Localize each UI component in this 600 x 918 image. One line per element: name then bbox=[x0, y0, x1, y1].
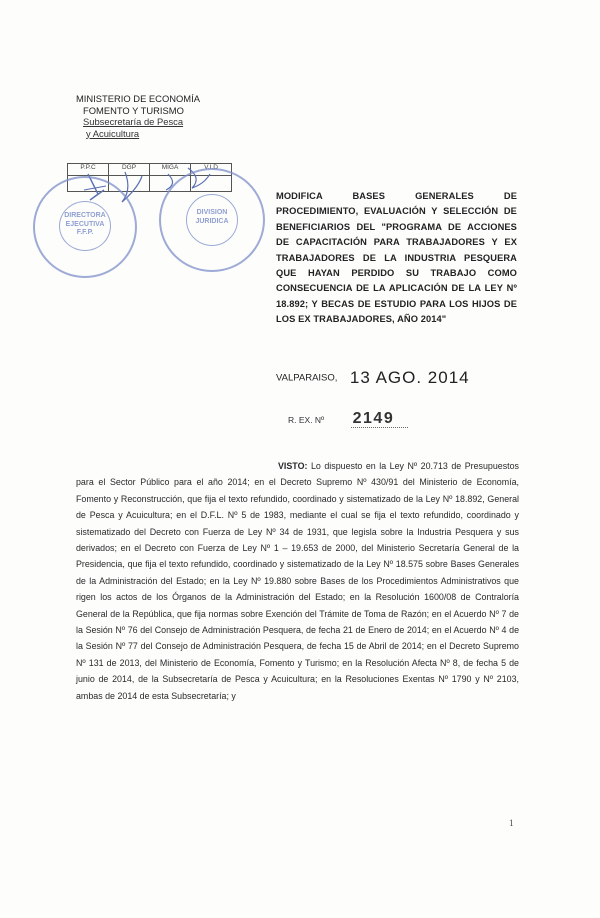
division-juridica-stamp bbox=[159, 168, 265, 272]
visto-label: VISTO: bbox=[278, 461, 308, 471]
resolution-number: 2149 bbox=[351, 410, 409, 428]
initials-col-3: MIGA bbox=[150, 164, 191, 176]
page-number: 1 bbox=[509, 818, 514, 828]
stamp-right-text: DIVISION JURIDICA bbox=[195, 209, 229, 225]
resolution-label: R. EX. Nº bbox=[288, 415, 325, 425]
header-line-ministry: MINISTERIO DE ECONOMÍA bbox=[76, 93, 200, 104]
directora-ejecutiva-stamp bbox=[33, 176, 137, 278]
initials-col-1: P.P.C bbox=[68, 164, 109, 176]
visto-paragraph bbox=[76, 458, 519, 704]
initials-col-4: V.I.D bbox=[191, 164, 232, 176]
header-line-subsecretaria: Subsecretaría de Pesca bbox=[83, 116, 184, 127]
header-line-acuicultura: y Acuicultura bbox=[86, 127, 140, 139]
date-stamp: 13 AGO. 2014 bbox=[349, 368, 470, 387]
header-line-fomento: FOMENTO Y TURISMO bbox=[83, 104, 184, 116]
resolution-subject: MODIFICA BASES GENERALES DE PROCEDIMIENTO, EVALUACIÓN Y SELECCIÓN DE BENEFICIARIOS DEL "PROGRAMA DE ACCIONES DE CAPACITACIÓN PARA TRABAJADORES Y EX TRABAJADORES DE LA INDUSTRIA PESQUERA QUE HAYAN PERDIDO SU TRABAJO COMO CONSECUENCIA DE LA APLICACIÓN DE LA LEY Nº 18.892; Y BECAS DE ESTUDIO PARA LOS HIJOS DE LOS EX TRABAJADORES, AÑO 2014" bbox=[276, 191, 517, 325]
place-date-line bbox=[276, 368, 470, 388]
ministry-header bbox=[76, 93, 200, 139]
stamp-left-text: DIRECTORA EJECUTIVA F.F.P. bbox=[64, 212, 106, 236]
resolution-number-line bbox=[288, 410, 408, 428]
city: VALPARAISO, bbox=[276, 372, 338, 384]
visto-text: Lo dispuesto en la Ley Nº 20.713 de Presupuestos para el Sector Público para el año 2014; en el Decreto Supremo Nº 430/91 del Ministerio de Economía, Fomento y Reconstrucción, que fija el texto refundido, coordinado y sistematizado de la Ley Nº 18.892, General de Pesca y Acuicultura; en el D.F.L. Nº 5 de 1983, mediante el cual se fija el texto refundido, coordinado y sistematizado del Decreto con Fuerza de Ley Nº 34 de 1931, que legisla sobre la Industria Pesquera y sus derivados; en el Decreto con Fuerza de Ley Nº 1 – 19.653 de 2000, del Ministerio Secretaría General de la Presidencia, que fija el texto refundido, coordinado y sistematizado de la Ley Nº 18.575 sobre Bases Generales de la Administración del Estado; en la Ley Nº 19.880 sobre Bases de los Procedimientos Administrativos que rigen los actos de los Órganos de la Administración del Estado; en la Resolución 1600/08 de Contraloría General de la República, que fija normas sobre Exención del Trámite de Toma de Razón; en el Acuerdo Nº 7 de la Sesión Nº 76 del Consejo de Administración Pesquera, de fecha 21 de Enero de 2014; en el Acuerdo Nº 4 de la Sesión Nº 77 del Consejo de Administración Pesquera, de fecha 15 de Abril de 2014; en el Decreto Supremo Nº 131 de 2013, del Ministerio de Economía, Fomento y Turismo; en la Resolución Afecta Nº 8, de fecha 5 de junio de 2014, de la Subsecretaría de Pesca y Acuicultura; en la Resoluciones Exentas Nº 1790 y Nº 2103, ambas de 2014 de esta Subsecretaría; y bbox=[76, 461, 519, 701]
initials-col-2: DGP bbox=[109, 164, 150, 176]
